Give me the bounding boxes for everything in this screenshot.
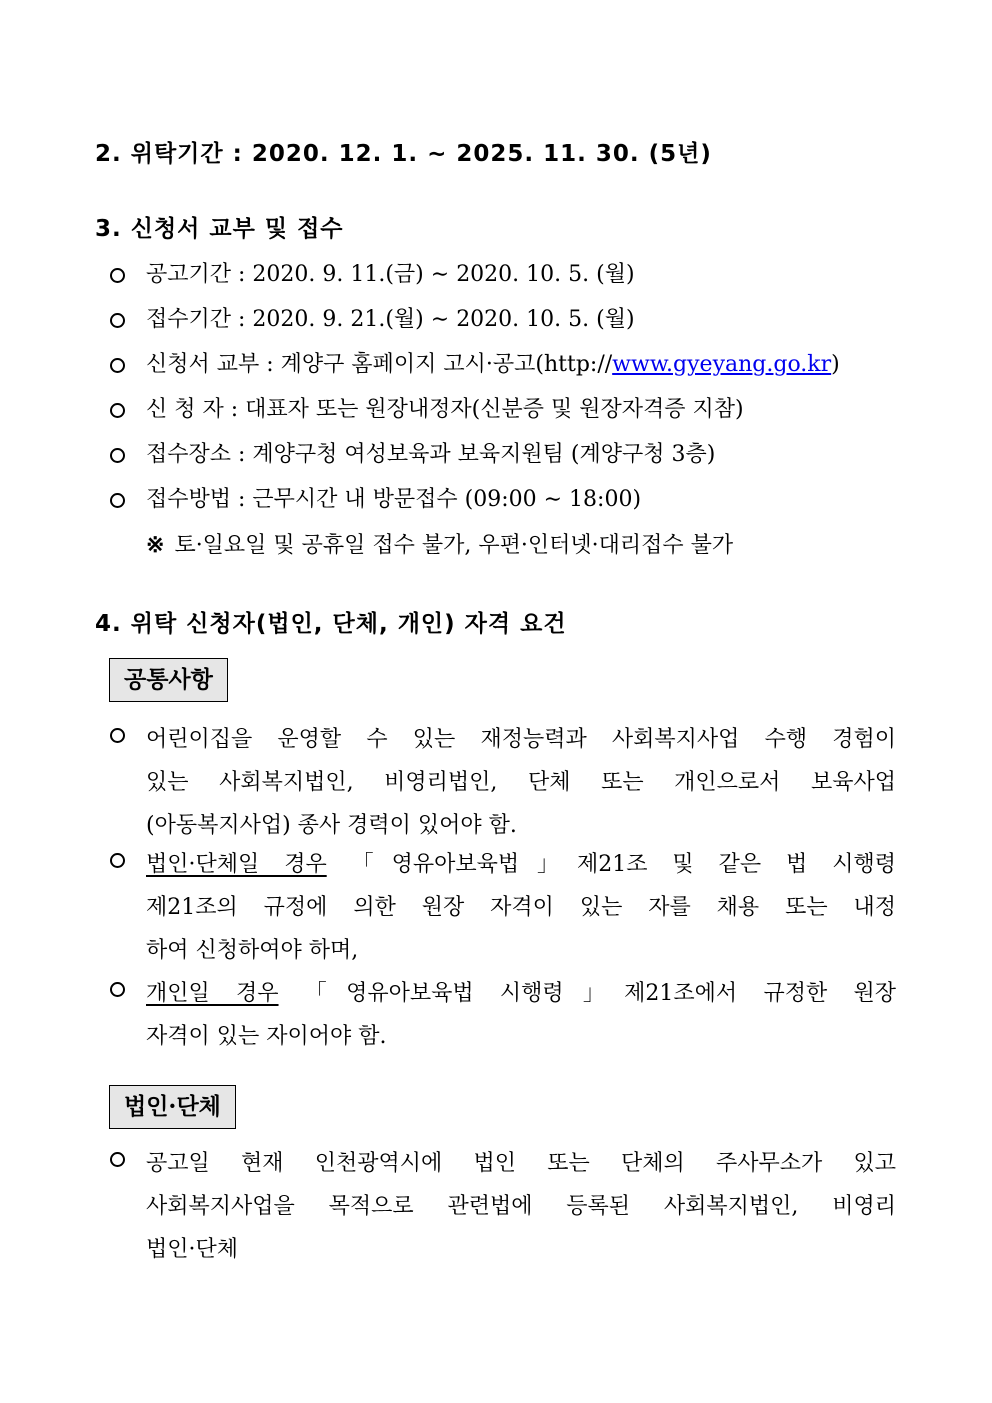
paragraph-line: 법인·단체 [146,1237,239,1262]
paragraph-line [110,972,896,1015]
paragraph-line: 공고일 현재 인천광역시에 법인 또는 단체의 주사무소가 있고 [146,1151,896,1176]
paragraph-line [110,843,896,886]
paragraph-line: 자격이 있는 자이어야 함. [146,1024,387,1049]
list-item [110,305,900,335]
circle-bullet-icon [110,493,125,508]
applicant: 신 청 자 : 대표자 또는 원장내정자(신분증 및 원장자격증 지참) [146,397,744,422]
distribution-suffix: ) [831,352,840,377]
circle-bullet-icon [110,313,125,328]
announcement-period: 공고기간 : 2020. 9. 11.(금) ∼ 2020. 10. 5. (월) [146,262,635,287]
paragraph-line: 하여 신청하여야 하며, [146,938,359,963]
section-4-heading: 4. 위탁 신청자(법인, 단체, 개인) 자격 요건 [95,611,567,637]
list-item [110,395,900,425]
distribution-prefix: 신청서 교부 : 계양구 홈페이지 고시·공고(http:// [146,352,613,377]
paragraph-line: 어린이집을 운영할 수 있는 재정능력과 사회복지사업 수행 경험이 [146,727,896,752]
individual-case-rest: 「영유아보육법 시행령」제21조에서 규정한 원장 [278,981,896,1006]
reception-place: 접수장소 : 계양구청 여성보육과 보육지원팀 (계양구청 3층) [146,442,716,467]
corporation-case-rest: 「영유아보육법」제21조 및 같은 법 시행령 [326,852,896,877]
individual-case-underlined: 개인일 경우 [146,981,279,1006]
paragraph-line: 사회복지사업을 목적으로 관련법에 등록된 사회복지법인, 비영리 [146,1194,896,1219]
circle-bullet-icon [110,403,125,418]
list-item [110,350,900,380]
circle-bullet-icon [110,358,125,373]
list-item [110,260,900,290]
circle-bullet-icon [110,448,125,463]
corporation-item [110,1142,896,1271]
note-mark-icon: ※ [146,532,165,558]
list-item [110,440,900,470]
list-item [110,485,900,515]
section-2-heading: 2. 위탁기간 : 2020. 12. 1. ~ 2025. 11. 30. (5년) [95,141,712,167]
common-item-1 [110,718,896,847]
reception-method: 접수방법 : 근무시간 내 방문접수 (09:00 ∼ 18:00) [146,487,642,512]
common-item-2 [110,843,896,972]
section-3-heading: 3. 신청서 교부 및 접수 [95,216,344,242]
homepage-link[interactable]: www.gyeyang.go.kr [612,352,832,377]
reception-note [146,530,733,560]
circle-bullet-icon [110,268,125,283]
corporation-case-underlined: 법인·단체일 경우 [146,852,327,877]
paragraph-line: 제21조의 규정에 의한 원장 자격이 있는 자를 채용 또는 내정 [146,895,896,920]
application-distribution [146,350,840,380]
reception-period: 접수기간 : 2020. 9. 21.(월) ∼ 2020. 10. 5. (월) [146,307,635,332]
paragraph-line: (아동복지사업) 종사 경력이 있어야 함. [146,813,517,838]
common-requirements-label: 공통사항 [109,658,228,702]
corporation-group-label: 법인·단체 [109,1085,236,1129]
common-item-3 [110,972,896,1058]
note-text: 토·일요일 및 공휴일 접수 불가, 우편·인터넷·대리접수 불가 [174,533,734,558]
paragraph-line: 있는 사회복지법인, 비영리법인, 단체 또는 개인으로서 보육사업 [146,770,896,795]
